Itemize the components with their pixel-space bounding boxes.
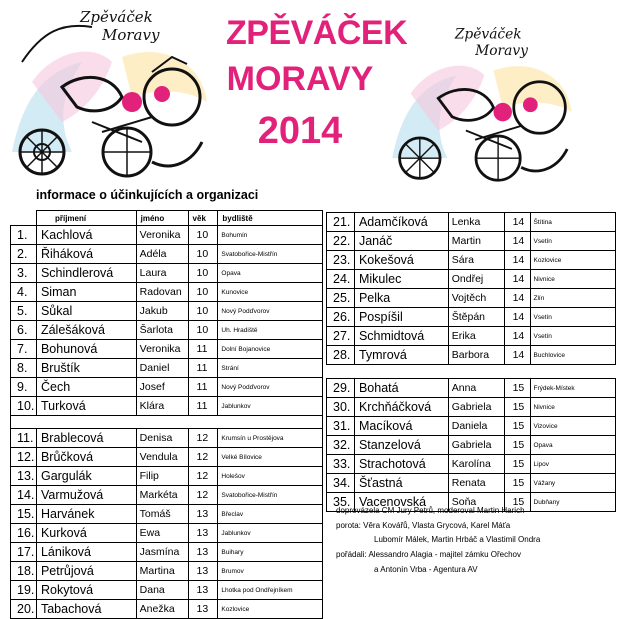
row-name: Veronika (136, 226, 188, 245)
row-number: 5. (11, 302, 37, 321)
row-surname: Pelka (354, 289, 448, 308)
row-age: 15 (504, 474, 530, 493)
row-surname: Kokešová (354, 251, 448, 270)
row-age: 12 (188, 486, 218, 505)
row-age: 13 (188, 505, 218, 524)
page-subtitle: informace o účinkujících a organizaci (36, 188, 259, 202)
row-age: 13 (188, 543, 218, 562)
row-surname: Šťastná (354, 474, 448, 493)
table-row (11, 245, 323, 264)
table-row (11, 283, 323, 302)
row-surname: Pospíšil (354, 308, 448, 327)
row-name: Karolína (448, 455, 504, 474)
row-name: Tomáš (136, 505, 188, 524)
row-place: Jablunkov (218, 524, 323, 543)
row-number: 26. (327, 308, 355, 327)
logo-text-line1-right: Zpěváček (454, 26, 522, 43)
row-name: Jakub (136, 302, 188, 321)
row-number: 20. (11, 600, 37, 619)
table-row (11, 600, 323, 619)
row-place: Buihary (218, 543, 323, 562)
table-row (11, 448, 323, 467)
row-number: 21. (327, 213, 355, 232)
row-number: 17. (11, 543, 37, 562)
row-age: 11 (188, 340, 218, 359)
row-place: Nový Podďvorov (218, 378, 323, 397)
row-place: Holešov (218, 467, 323, 486)
row-place: Dolní Bojanovice (218, 340, 323, 359)
row-place: Lhotka pod Ondřejníkem (218, 581, 323, 600)
row-place: Uh. Hradiště (218, 321, 323, 340)
table-row (327, 327, 616, 346)
credits-organizers-cont: a Antonín Vrba - Agentura AV (374, 565, 478, 574)
row-age: 15 (504, 379, 530, 398)
row-number: 12. (11, 448, 37, 467)
row-number: 4. (11, 283, 37, 302)
row-surname: Vacenovská (354, 493, 448, 512)
row-surname: Turková (36, 397, 136, 416)
row-age: 15 (504, 455, 530, 474)
table-row (327, 455, 616, 474)
row-surname: Krchňáčková (354, 398, 448, 417)
row-surname: Schindlerová (36, 264, 136, 283)
row-surname: Bohatá (354, 379, 448, 398)
contestants-table-right (326, 212, 616, 512)
credits-jury-cont: Lubomír Málek, Martin Hrbáč a Vlastimil Ondra (374, 535, 541, 544)
table-row (327, 436, 616, 455)
row-surname: Bohunová (36, 340, 136, 359)
row-place: Velké Bílovice (218, 448, 323, 467)
row-surname: Macíková (354, 417, 448, 436)
page-title-line2: MORAVY (226, 60, 374, 98)
row-number: 35. (327, 493, 355, 512)
row-number: 25. (327, 289, 355, 308)
row-number: 15. (11, 505, 37, 524)
table-row (11, 505, 323, 524)
row-age: 10 (188, 321, 218, 340)
table-header-row (11, 211, 323, 226)
row-place: Svatobořice-Mistřín (218, 486, 323, 505)
row-place: Kozlovice (218, 600, 323, 619)
row-number: 11. (11, 429, 37, 448)
table-row (11, 397, 323, 416)
row-place: Kunovice (218, 283, 323, 302)
row-age: 10 (188, 226, 218, 245)
row-age: 14 (504, 327, 530, 346)
table-row (11, 378, 323, 397)
festival-illustration-left (2, 2, 217, 192)
row-name: Adéla (136, 245, 188, 264)
table-row (327, 270, 616, 289)
row-place: Brumov (218, 562, 323, 581)
row-number: 10. (11, 397, 37, 416)
row-number: 24. (327, 270, 355, 289)
table-row (327, 379, 616, 398)
row-age: 10 (188, 302, 218, 321)
table-row (327, 308, 616, 327)
row-name: Soňa (448, 493, 504, 512)
row-place: Bohumín (218, 226, 323, 245)
row-age: 10 (188, 245, 218, 264)
row-name: Klára (136, 397, 188, 416)
row-surname: Mikulec (354, 270, 448, 289)
row-place: Břeclav (218, 505, 323, 524)
row-place: Vsetín (530, 327, 616, 346)
row-name: Filip (136, 467, 188, 486)
row-surname: Kurková (36, 524, 136, 543)
row-age: 10 (188, 264, 218, 283)
row-name: Ewa (136, 524, 188, 543)
row-name: Anežka (136, 600, 188, 619)
row-surname: Janáč (354, 232, 448, 251)
row-surname: Tymrová (354, 346, 448, 365)
row-number: 30. (327, 398, 355, 417)
table-row (11, 340, 323, 359)
row-name: Šarlota (136, 321, 188, 340)
row-surname: Schmidtová (354, 327, 448, 346)
row-number: 22. (327, 232, 355, 251)
row-surname: Petrůjová (36, 562, 136, 581)
row-surname: Stanzelová (354, 436, 448, 455)
table-row (327, 289, 616, 308)
row-surname: Řiháková (36, 245, 136, 264)
header-name: jméno (136, 211, 188, 226)
row-place: Frýdek-Místek (530, 379, 616, 398)
row-place: Nový Podďvorov (218, 302, 323, 321)
row-name: Štěpán (448, 308, 504, 327)
row-surname: Čech (36, 378, 136, 397)
header-age: věk (188, 211, 218, 226)
table-row (11, 467, 323, 486)
row-name: Veronika (136, 340, 188, 359)
row-surname: Zálešáková (36, 321, 136, 340)
page-title-line1: ZPĚVÁČEK (226, 14, 408, 52)
row-age: 14 (504, 346, 530, 365)
row-name: Erika (448, 327, 504, 346)
row-number: 19. (11, 581, 37, 600)
row-surname: Gargulák (36, 467, 136, 486)
row-age: 12 (188, 429, 218, 448)
row-name: Anna (448, 379, 504, 398)
row-place: Lipov (530, 455, 616, 474)
logo-text-line2-right: Moravy (475, 43, 528, 59)
row-age: 14 (504, 251, 530, 270)
row-number: 2. (11, 245, 37, 264)
contestants-table-left (10, 210, 323, 619)
row-number: 14. (11, 486, 37, 505)
row-surname: Harvánek (36, 505, 136, 524)
row-number: 18. (11, 562, 37, 581)
logo-text-line1: Zpěváček (80, 8, 153, 26)
row-name: Laura (136, 264, 188, 283)
row-place: Krumsín u Prostějova (218, 429, 323, 448)
logo-text-line2: Moravy (102, 26, 160, 44)
row-number: 27. (327, 327, 355, 346)
row-age: 13 (188, 581, 218, 600)
row-place: Nivnice (530, 398, 616, 417)
row-place: Vsetín (530, 308, 616, 327)
header-number (11, 211, 37, 226)
row-surname: Rokytová (36, 581, 136, 600)
table-row (327, 232, 616, 251)
table-row (11, 486, 323, 505)
row-age: 14 (504, 213, 530, 232)
row-age: 11 (188, 397, 218, 416)
row-name: Gabriela (448, 436, 504, 455)
row-surname: Lániková (36, 543, 136, 562)
row-name: Barbora (448, 346, 504, 365)
row-name: Vojtěch (448, 289, 504, 308)
table-row (11, 524, 323, 543)
row-name: Denisa (136, 429, 188, 448)
row-surname: Kachlová (36, 226, 136, 245)
row-number: 33. (327, 455, 355, 474)
row-surname: Strachotová (354, 455, 448, 474)
row-number: 16. (11, 524, 37, 543)
row-number: 9. (11, 378, 37, 397)
row-name: Daniel (136, 359, 188, 378)
row-number: 23. (327, 251, 355, 270)
row-name: Jasmína (136, 543, 188, 562)
header-surname: příjmení (36, 211, 136, 226)
row-place: Zlín (530, 289, 616, 308)
row-surname: Adamčíková (354, 213, 448, 232)
row-name: Markéta (136, 486, 188, 505)
row-name: Radovan (136, 283, 188, 302)
row-name: Josef (136, 378, 188, 397)
table-row (327, 417, 616, 436)
row-number: 1. (11, 226, 37, 245)
row-surname: Brůčková (36, 448, 136, 467)
row-name: Gabriela (448, 398, 504, 417)
row-name: Martina (136, 562, 188, 581)
table-row (11, 562, 323, 581)
row-name: Sára (448, 251, 504, 270)
row-place: Dubňany (530, 493, 616, 512)
row-name: Dana (136, 581, 188, 600)
row-number: 7. (11, 340, 37, 359)
row-age: 15 (504, 493, 530, 512)
row-age: 13 (188, 562, 218, 581)
row-age: 14 (504, 308, 530, 327)
row-place: Buchlovice (530, 346, 616, 365)
row-surname: Tabachová (36, 600, 136, 619)
row-age: 14 (504, 289, 530, 308)
row-name: Vendula (136, 448, 188, 467)
row-place: Strání (218, 359, 323, 378)
row-number: 3. (11, 264, 37, 283)
row-place: Vsetín (530, 232, 616, 251)
row-place: Kozlovice (530, 251, 616, 270)
table-spacer (327, 365, 616, 379)
row-name: Ondřej (448, 270, 504, 289)
table-row (11, 302, 323, 321)
row-name: Renata (448, 474, 504, 493)
table-row (327, 251, 616, 270)
row-place: Štítina (530, 213, 616, 232)
row-surname: Sůkal (36, 302, 136, 321)
row-age: 14 (504, 270, 530, 289)
table-row (11, 226, 323, 245)
row-age: 11 (188, 359, 218, 378)
table-row (11, 429, 323, 448)
table-row (11, 359, 323, 378)
row-surname: Bruštík (36, 359, 136, 378)
table-row (327, 398, 616, 417)
table-spacer (11, 416, 323, 429)
row-age: 12 (188, 467, 218, 486)
row-number: 13. (11, 467, 37, 486)
page-title-year: 2014 (257, 110, 343, 152)
credits-accompaniment: doprovázela CM Jury Petrů, moderoval Martin Harich (336, 506, 525, 515)
festival-illustration-right (382, 20, 582, 195)
row-name: Daniela (448, 417, 504, 436)
row-place: Opava (218, 264, 323, 283)
row-surname: Brablecová (36, 429, 136, 448)
row-age: 15 (504, 436, 530, 455)
row-place: Vážany (530, 474, 616, 493)
row-surname: Varmužová (36, 486, 136, 505)
row-number: 31. (327, 417, 355, 436)
row-name: Martin (448, 232, 504, 251)
row-number: 32. (327, 436, 355, 455)
table-row (327, 213, 616, 232)
row-surname: Siman (36, 283, 136, 302)
row-age: 13 (188, 600, 218, 619)
row-number: 28. (327, 346, 355, 365)
header-place: bydliště (218, 211, 323, 226)
row-place: Opava (530, 436, 616, 455)
row-age: 15 (504, 417, 530, 436)
row-number: 29. (327, 379, 355, 398)
row-place: Svatobořice-Mistřín (218, 245, 323, 264)
table-row (11, 264, 323, 283)
table-row (327, 474, 616, 493)
table-row (11, 543, 323, 562)
row-age: 14 (504, 232, 530, 251)
row-age: 11 (188, 378, 218, 397)
row-place: Jablunkov (218, 397, 323, 416)
row-age: 15 (504, 398, 530, 417)
row-age: 12 (188, 448, 218, 467)
row-place: Vizovice (530, 417, 616, 436)
row-number: 34. (327, 474, 355, 493)
credits-organizers: pořádali: Alessandro Alagia - majitel zámku Ořechov (336, 550, 521, 559)
row-age: 13 (188, 524, 218, 543)
table-row (327, 346, 616, 365)
row-age: 10 (188, 283, 218, 302)
table-row (11, 321, 323, 340)
row-number: 8. (11, 359, 37, 378)
row-name: Lenka (448, 213, 504, 232)
row-number: 6. (11, 321, 37, 340)
credits-jury: porota: Věra Kovářů, Vlasta Grycová, Karel Máťa (336, 521, 511, 530)
row-place: Nivnice (530, 270, 616, 289)
table-row (11, 581, 323, 600)
